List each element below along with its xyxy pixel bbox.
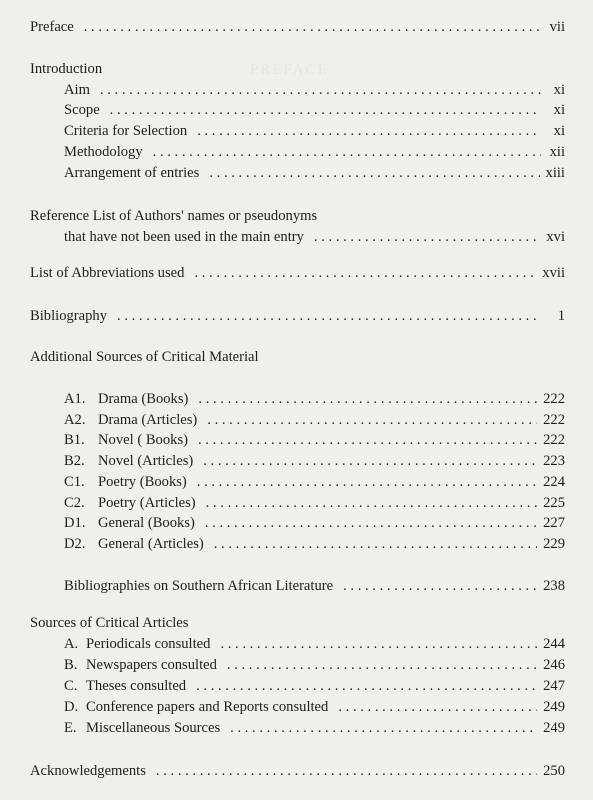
toc-entry-label: Criteria for Selection	[64, 123, 188, 139]
leader-dots	[343, 577, 537, 595]
entry-code: A2.	[64, 412, 86, 428]
toc-entry-label: Methodology	[64, 144, 143, 160]
leader-dots	[197, 473, 537, 491]
toc-page-number: 224	[543, 474, 565, 490]
toc-page-number: xi	[553, 82, 565, 98]
toc-entry-label	[64, 431, 188, 449]
entry-title: Poetry (Books)	[98, 474, 187, 490]
entry-title: General (Books)	[98, 515, 195, 531]
toc-entry-criteria[interactable]	[64, 122, 565, 140]
entry-code: C.	[64, 678, 78, 694]
toc-entry-label	[64, 411, 197, 429]
toc-entry-d1[interactable]	[64, 514, 565, 532]
entry-code: C1.	[64, 474, 85, 490]
entry-title: Theses consulted	[86, 678, 187, 694]
entry-code: B1.	[64, 432, 85, 448]
toc-page-number: 222	[543, 432, 565, 448]
entry-title: Novel ( Books)	[98, 432, 188, 448]
toc-entry-label	[64, 452, 193, 470]
section-heading-introduction: Introduction	[30, 61, 103, 77]
toc-entry-label: Scope	[64, 102, 100, 118]
leader-dots	[205, 514, 537, 532]
entry-title: Conference papers and Reports consulted	[86, 699, 329, 715]
leader-dots	[84, 18, 541, 36]
toc-page-number: 244	[543, 636, 565, 652]
toc-entry-miscellaneous[interactable]	[64, 719, 565, 737]
toc-page-number: xvii	[542, 265, 565, 281]
toc-entry-label	[64, 656, 217, 674]
toc-page-number: 1	[557, 308, 565, 324]
entry-code: C2.	[64, 495, 85, 511]
toc-entry-scope[interactable]	[64, 101, 565, 119]
toc-page-number: 247	[543, 678, 565, 694]
leader-dots	[230, 719, 537, 737]
toc-entry-label: that have not been used in the main entry	[64, 229, 304, 245]
leader-dots	[227, 656, 537, 674]
entry-title: Drama (Articles)	[98, 412, 198, 428]
toc-entry-bibliography[interactable]	[30, 307, 565, 325]
leader-dots	[338, 698, 537, 716]
toc-page-number: 223	[543, 453, 565, 469]
entry-title: Periodicals consulted	[86, 636, 211, 652]
toc-entry-conference[interactable]	[64, 698, 565, 716]
toc-page-number: 222	[543, 391, 565, 407]
toc-entry-periodicals[interactable]	[64, 635, 565, 653]
toc-page-number: xii	[549, 144, 565, 160]
leader-dots	[220, 635, 537, 653]
leader-dots	[197, 122, 541, 140]
leader-dots	[198, 431, 537, 449]
toc-page-number: 227	[543, 515, 565, 531]
toc-entry-acknowledgements[interactable]	[30, 762, 565, 780]
leader-dots	[203, 452, 537, 470]
entry-code: A.	[64, 636, 79, 652]
toc-page-number: xi	[553, 123, 565, 139]
toc-entry-b1[interactable]	[64, 431, 565, 449]
section-heading-sources: Sources of Critical Articles	[30, 615, 189, 631]
section-heading-additional-sources: Additional Sources of Critical Material	[30, 349, 259, 365]
toc-entry-b2[interactable]	[64, 452, 565, 470]
toc-entry-label: Arrangement of entries	[64, 165, 200, 181]
toc-entry-c1[interactable]	[64, 473, 565, 491]
toc-entry-preface[interactable]	[30, 18, 565, 36]
toc-page-number: xiii	[545, 165, 565, 181]
leader-dots	[198, 390, 537, 408]
toc-entry-arrangement[interactable]	[64, 164, 565, 182]
toc-entry-label	[64, 719, 220, 737]
entry-code: B2.	[64, 453, 85, 469]
toc-entry-label	[64, 494, 196, 512]
toc-entry-label: List of Abbreviations used	[30, 265, 185, 281]
toc-entry-methodology[interactable]	[64, 143, 565, 161]
leader-dots	[206, 494, 537, 512]
entry-code: E.	[64, 720, 77, 736]
toc-entry-a2[interactable]	[64, 411, 565, 429]
entry-code: D1.	[64, 515, 86, 531]
entry-title: Drama (Books)	[98, 391, 189, 407]
toc-entry-label	[64, 514, 195, 532]
leader-dots	[100, 81, 541, 99]
toc-entry-label: Bibliography	[30, 308, 108, 324]
entry-code: D.	[64, 699, 79, 715]
toc-entry-label	[64, 473, 187, 491]
toc-entry-c2[interactable]	[64, 494, 565, 512]
toc-page-number: 249	[543, 720, 565, 736]
toc-entry-theses[interactable]	[64, 677, 565, 695]
toc-entry-reference-list-line1: Reference List of Authors' names or pseudonyms	[30, 208, 318, 224]
leader-dots	[194, 264, 536, 282]
leader-dots	[207, 411, 537, 429]
toc-entry-d2[interactable]	[64, 535, 565, 553]
leader-dots	[314, 228, 540, 246]
leader-dots	[117, 307, 541, 325]
toc-page-number: 246	[543, 657, 565, 673]
toc-entry-label: Preface	[30, 19, 74, 35]
leader-dots	[214, 535, 537, 553]
toc-entry-newspapers[interactable]	[64, 656, 565, 674]
toc-page-number: vii	[549, 19, 565, 35]
leader-dots	[196, 677, 537, 695]
toc-entry-label: Aim	[64, 82, 90, 98]
entry-title: Poetry (Articles)	[98, 495, 196, 511]
toc-entry-label: Acknowledgements	[30, 763, 146, 779]
entry-title: Novel (Articles)	[98, 453, 194, 469]
toc-page-number: 229	[543, 536, 565, 552]
toc-page-number: 238	[543, 578, 565, 594]
toc-entry-label	[64, 698, 328, 716]
leader-dots	[209, 164, 539, 182]
toc-entry-abbreviations[interactable]	[30, 264, 565, 282]
leader-dots	[156, 762, 537, 780]
entry-title: Miscellaneous Sources	[86, 720, 221, 736]
toc-page-number: 225	[543, 495, 565, 511]
toc-page-number: 249	[543, 699, 565, 715]
toc-page-number: xvi	[546, 229, 565, 245]
toc-page-number: 222	[543, 412, 565, 428]
entry-code: A1.	[64, 391, 86, 407]
toc-entry-label	[64, 535, 204, 553]
toc-entry-a1[interactable]	[64, 390, 565, 408]
toc-entry-bibliographies[interactable]	[64, 577, 565, 595]
leader-dots	[153, 143, 541, 161]
toc-entry-label	[64, 390, 188, 408]
toc-entry-label	[64, 677, 186, 695]
toc-entry-aim[interactable]	[64, 81, 565, 99]
toc-entry-label: Bibliographies on Southern African Literature	[64, 578, 334, 594]
toc-page-number: 250	[543, 763, 565, 779]
entry-title: Newspapers consulted	[86, 657, 217, 673]
entry-title: General (Articles)	[98, 536, 204, 552]
toc-entry-label	[64, 635, 210, 653]
leader-dots	[110, 101, 541, 119]
toc-entry-reference-list[interactable]	[64, 228, 565, 246]
entry-code: D2.	[64, 536, 86, 552]
entry-code: B.	[64, 657, 78, 673]
show-through-text: PREFACE	[250, 62, 329, 78]
toc-page-number: xi	[553, 102, 565, 118]
